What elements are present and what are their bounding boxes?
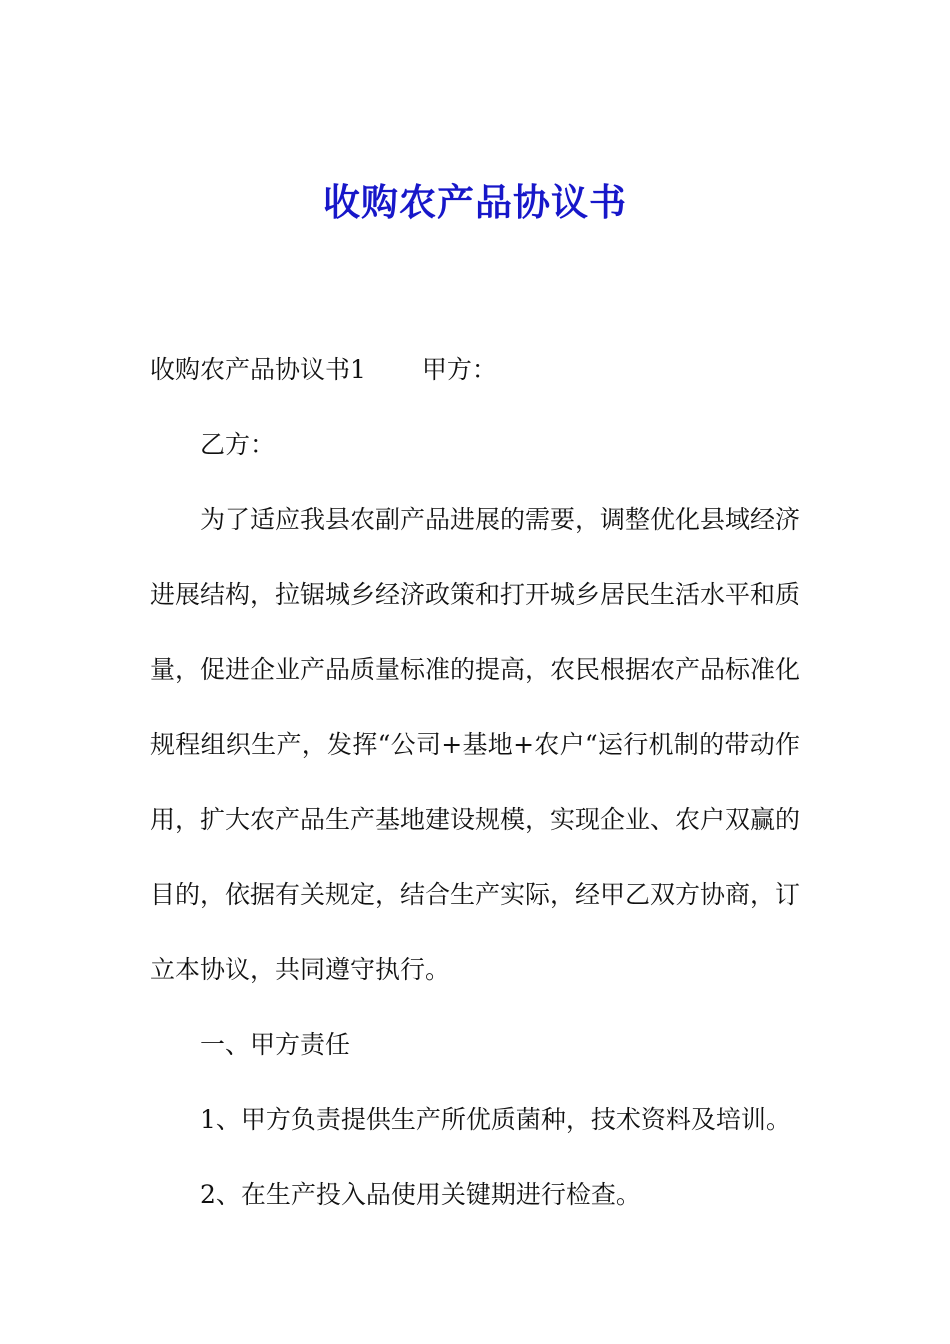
preamble-paragraph: 为了适应我县农副产品进展的需要，调整优化县域经济进展结构，拉锯城乡经济政策和打开城乡居民生活水平和质量，促进企业产品质量标准的提高，农民根据农产品标准化规程组织生产，发挥“公司+基地+农户“运行机制的带动作用，扩大农产品生产基地建设规模，实现企业、农户双赢的目的，依据有关规定，结合生产实际，经甲乙双方协商，订立本协议，共同遵守执行。 [150,505,801,984]
document-body [150,332,800,1232]
heading-line [150,332,800,407]
clause-1: 1、甲方负责提供生产所优质菌种，技术资料及培训。 [200,1105,791,1134]
document-title: 收购农产品协议书 [323,180,627,224]
agreement-label: 收购农产品协议书1 [150,355,366,384]
party-b-label: 乙方： [200,430,276,459]
party-a-label: 甲方： [421,355,497,384]
section-heading-party-a-duties: 一、甲方责任 [200,1030,351,1059]
clause-2: 2、在生产投入品使用关键期进行检查。 [200,1180,641,1209]
